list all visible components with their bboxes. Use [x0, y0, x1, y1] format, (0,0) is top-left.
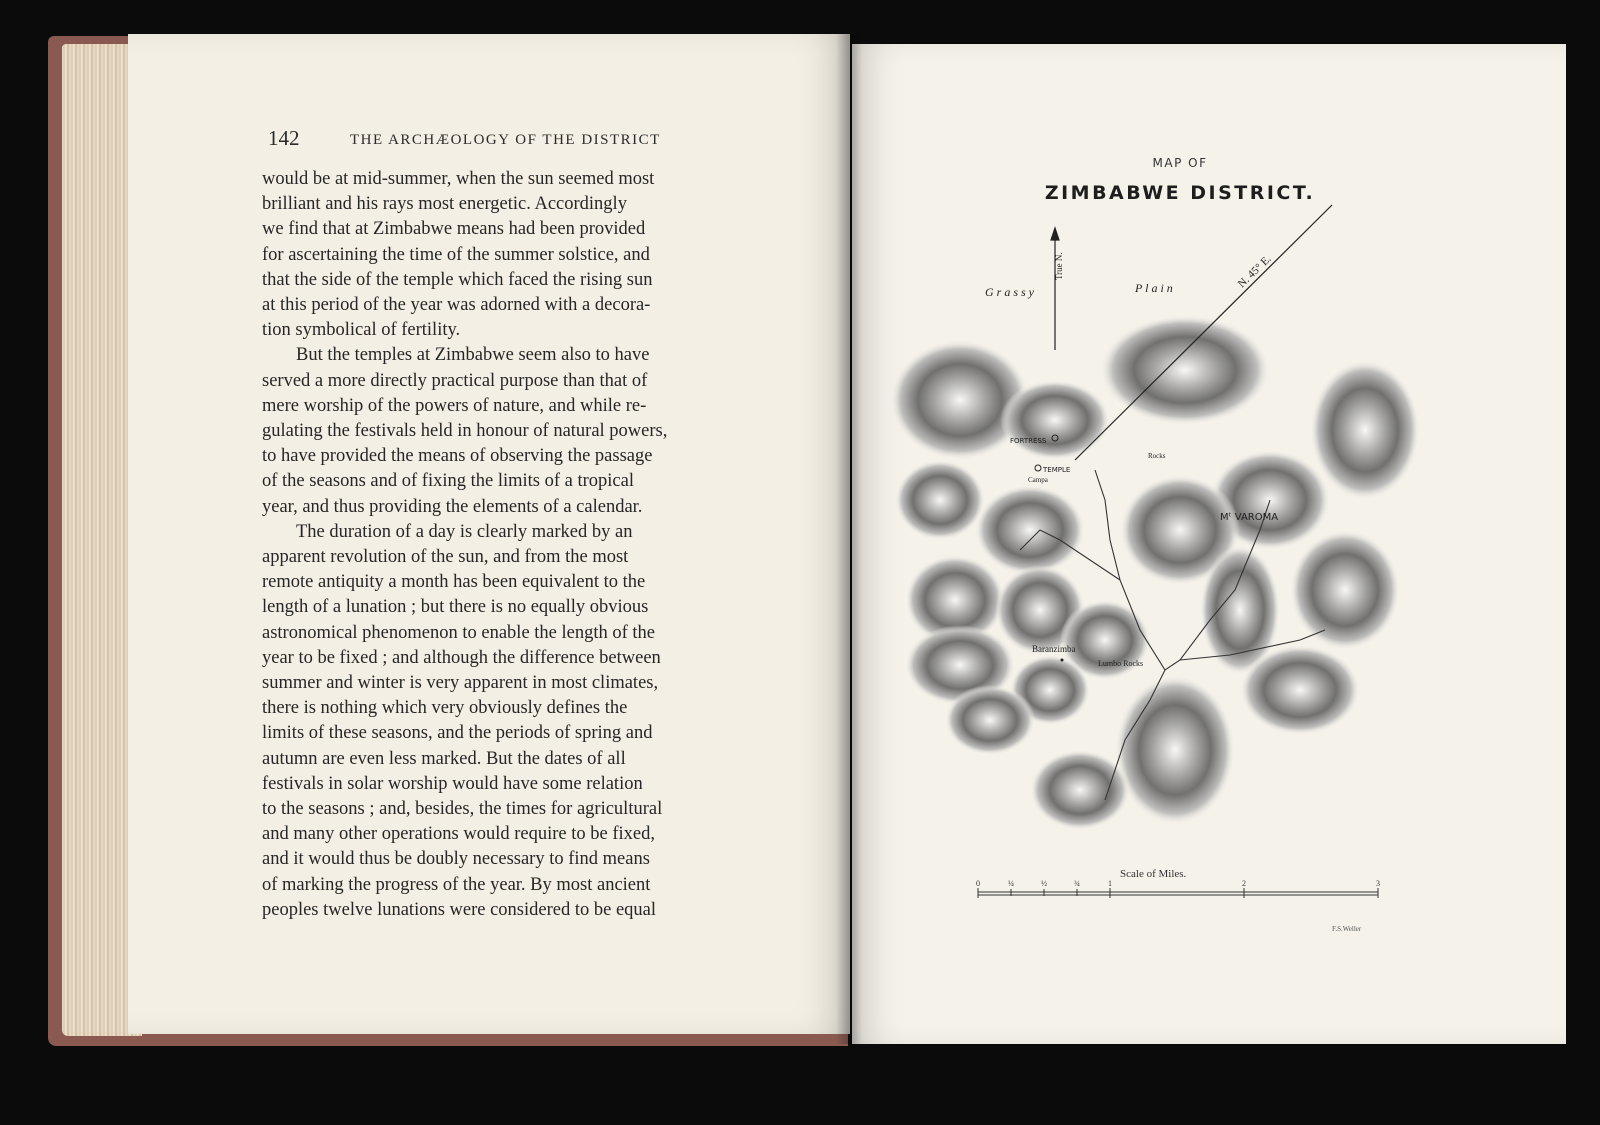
scale-tick: ¼ [1008, 879, 1014, 888]
map-of-label: MAP OF [1152, 156, 1208, 170]
scale-tick: ¾ [1074, 879, 1080, 888]
mt-varoma-label: Mᵗ VAROMA [1220, 512, 1279, 523]
engraver-credit: F.S.Weller [1332, 925, 1362, 933]
scale-tick: 2 [1242, 879, 1246, 888]
page-number: 142 [268, 126, 300, 150]
paragraph: would be at mid-summer, when the sun seemed most brilliant and his rays most energetic. Accordingly we find that at Zimbabwe means had been provided for ascertaining the time of the summer solstice, and that the side of the temple which faced the rising sun at this period of the year was adorned with a decora- tion symbolical of fertility. [262, 169, 655, 341]
map-title: ZIMBABWE DISTRICT. [1044, 182, 1316, 204]
hill-shading [890, 315, 1420, 830]
scale-bar [968, 878, 1388, 908]
scale-title: Scale of Miles. [1120, 868, 1187, 880]
grassy-label: G r a s s y [985, 285, 1035, 299]
plain-label: P l a i n [1135, 281, 1173, 295]
northeast-label: N. 45° E. [1235, 253, 1274, 291]
true-north-label: True N. [1054, 252, 1064, 280]
page-header [268, 126, 708, 160]
paragraph: The duration of a day is clearly marked by an apparent revolution of the sun, and from the most remote antiquity a month has been equivalent to the length of a lunation ; but there is no equally obvious astronomical phenomenon to enable the length of the year to be fixed ; and although the difference between summer and winter is very apparent in most climates, there is nothing which very obviously defines the limits of these seasons, and the periods of spring and autumn are even less marked. But the dates of all festivals in solar worship would have some relation to the seasons ; and, besides, the times for agricultural and many other operations would require to be fixed, and it would thus be doubly necessary to find means of marking the progress of the year. By most ancient peoples twelve lunations were considered to be equal [262, 521, 663, 920]
body-text [262, 167, 764, 923]
campa-label: Campa [1028, 476, 1048, 484]
scale-tick: 3 [1376, 879, 1380, 888]
map-illustration [880, 200, 1440, 860]
temple-label: TEMPLE [1043, 466, 1071, 474]
running-head: THE ARCHÆOLOGY OF THE DISTRICT [350, 132, 661, 148]
scale-tick: 0 [976, 879, 980, 888]
scale-tick: ½ [1041, 879, 1047, 888]
baranzimba-label: Baranzimba [1032, 644, 1076, 654]
scale-tick: 1 [1108, 879, 1112, 888]
rocks-label: Rocks [1148, 452, 1166, 460]
paragraph: But the temples at Zimbabwe seem also to have served a more directly practical purpose than that of mere worship of the powers of nature, and while re- gulating the festivals held in honour of natural powers, to have provided the means of observing the passage of the seasons and of fixing the limits of a tropical year, and thus providing the elements of a calendar. [262, 345, 668, 517]
book-gutter [836, 34, 862, 1044]
fortress-label: FORTRESS [1010, 437, 1047, 445]
lumbo-rocks-label: Lumbo Rocks [1098, 659, 1144, 668]
